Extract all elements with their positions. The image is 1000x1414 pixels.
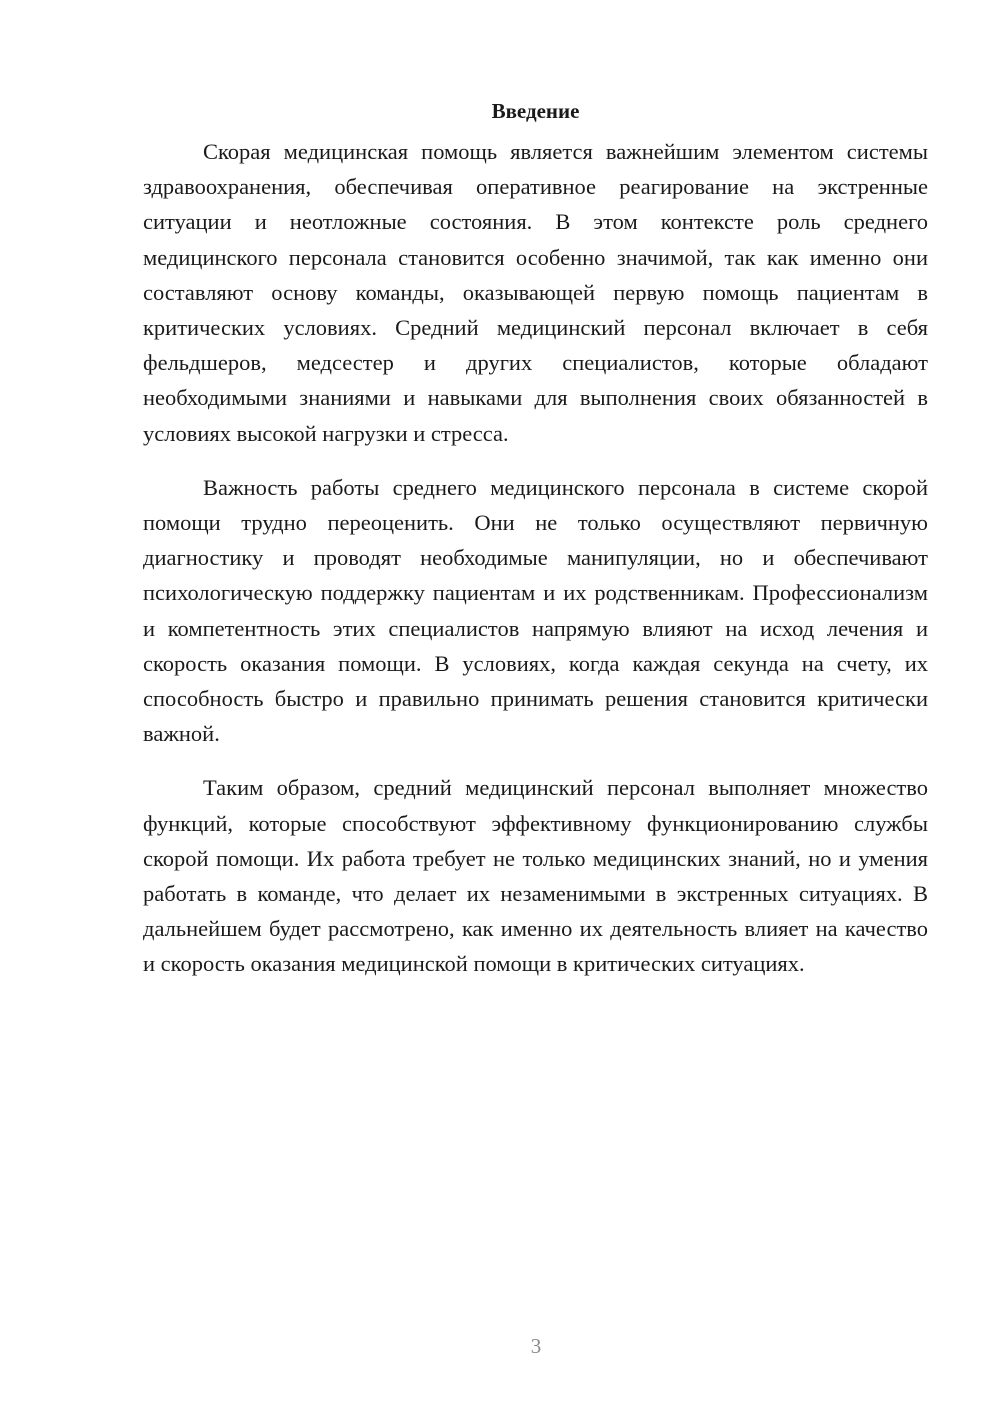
- paragraph-3: Таким образом, средний медицинский персонал выполняет множество функций, которые способствуют эффективному функционированию службы скорой помощи. Их работа требует не только медицинских знаний, но и умения работать в команде, что делает их незаменимыми в экстренных ситуациях. В дальнейшем будет рассмотрено, как именно их деятельность влияет на качество и скорость оказания медицинской помощи в критических ситуациях.: [143, 775, 928, 977]
- section-title: Введение: [491, 99, 580, 123]
- paragraph-1: Скорая медицинская помощь является важнейшим элементом системы здравоохранения, обеспечивая оперативное реагирование на экстренные ситуации и неотложные состояния. В этом контексте роль среднего медицинского персонала становится особенно значимой, так как именно они составляют основу команды, оказывающей первую помощь пациентам в критических условиях. Средний медицинский персонал включает в себя фельдшеров, медсестер и других специалистов, которые обладают необходимыми знаниями и навыками для выполнения своих обязанностей в условиях высокой нагрузки и стресса.: [143, 139, 928, 446]
- page-number: 3: [530, 1334, 542, 1358]
- page-content: [143, 94, 928, 1001]
- paragraph-2: Важность работы среднего медицинского персонала в системе скорой помощи трудно переоценить. Они не только осуществляют первичную диагностику и проводят необходимые манипуляции, но и обеспечивают психологическую поддержку пациентам и их родственникам. Профессионализм и компетентность этих специалистов напрямую влияют на исход лечения и скорость оказания помощи. В условиях, когда каждая секунда на счету, их способность быстро и правильно принимать решения становится критически важной.: [143, 474, 928, 747]
